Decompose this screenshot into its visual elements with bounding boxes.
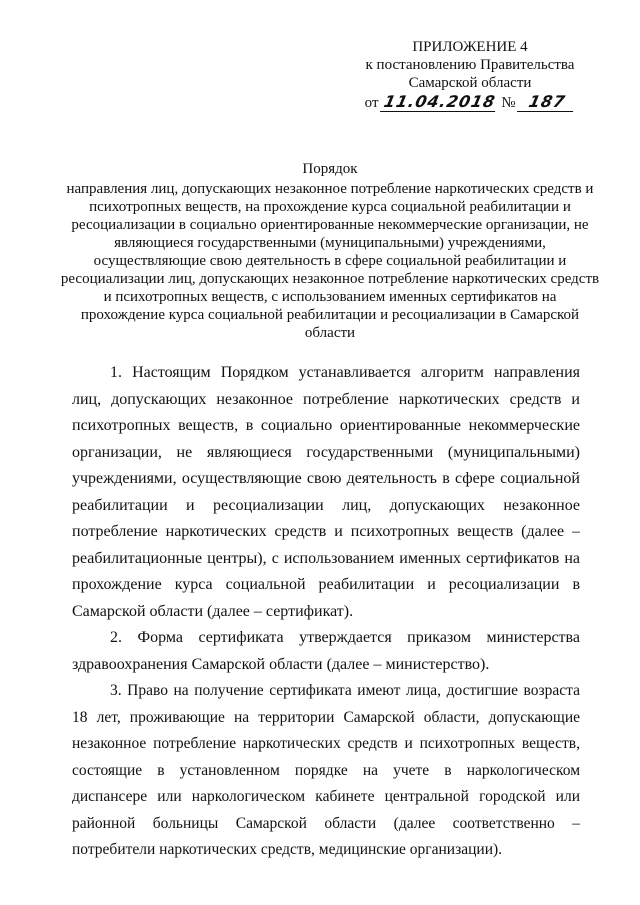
handwritten-number: 187 [517, 93, 577, 112]
appendix-date-number [340, 93, 600, 112]
appendix-line-2: Самарской области [408, 75, 532, 91]
heading-body: направления лиц, допускающих незаконное потребление наркотических средств и психотропных веществ, на прохождение курса социальной реабилитации и ресоциализации в социально ориентированные некоммерческие организации, не являющиеся государственными (муниципальными) учреждениями, осуществляющие свою деятельность в сфере социальной реабилитации и ресоциализации лиц, допускающих незаконное потребление наркотических средств и психотропных веществ, с использованием именных сертификатов на прохождение курса социальной реабилитации и ресоциализации в Самарской области [60, 181, 600, 341]
handwritten-date: 11.04.2018 [380, 93, 499, 112]
document-body [72, 360, 580, 864]
date-prefix: от [364, 95, 379, 111]
paragraph-2: 2. Форма сертификата утверждается приказом министерства здравоохранения Самарской области (далее – министерство). [72, 629, 580, 673]
paragraph-1: 1. Настоящим Порядком устанавливается алгоритм направления лиц, допускающих незаконное потребление наркотических средств и психотропных веществ, в социально ориентированные некоммерческие организации, не являющиеся государственными (муниципальными) учреждениями, осуществляющие свою деятельность в сфере социальной реабилитации и ресоциализации лиц, допускающих незаконное потребление наркотических средств и психотропных веществ (далее – реабилитационные центры), с использованием именных сертификатов на прохождение курса социальной реабилитации и ресоциализации в Самарской области (далее – сертификат). [72, 364, 580, 620]
appendix-block [340, 38, 600, 112]
appendix-title: ПРИЛОЖЕНИЕ 4 [412, 39, 528, 55]
paragraph-3: 3. Право на получение сертификата имеют лица, достигшие возраста 18 лет, проживающие на территории Самарской области, допускающие незаконное потребление наркотических средств и психотропных веществ, состоящие в установленном порядке на учете в наркологическом диспансере или наркологическом кабинете центральной городской или районной больницы Самарской области (далее соответственно – потребители наркотических средств, медицинские организации). [72, 682, 580, 858]
document-heading [60, 160, 600, 342]
number-prefix: № [501, 95, 516, 111]
appendix-line-1: к постановлению Правительства [365, 57, 575, 73]
heading-title: Порядок [302, 161, 358, 177]
